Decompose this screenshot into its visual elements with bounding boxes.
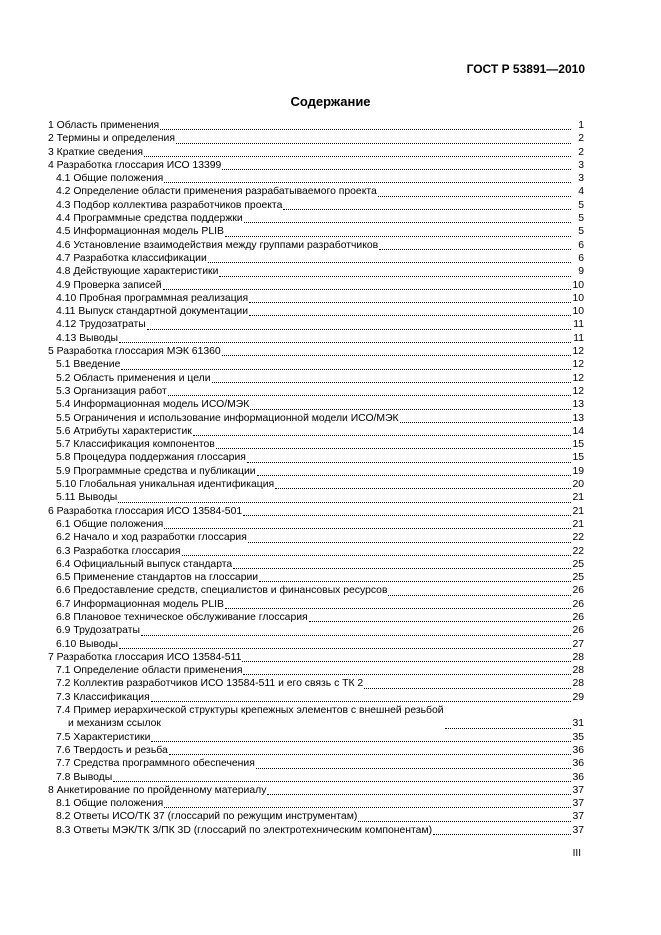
- page-number-folio: III: [572, 848, 581, 859]
- toc-entry: [48, 744, 584, 757]
- toc-entry-page: 26: [572, 585, 584, 597]
- toc-leader-dots: [119, 341, 571, 343]
- toc-entry-page: 5: [578, 226, 584, 238]
- toc-entry-title: [56, 465, 256, 478]
- toc-entry-title-line: 6.10 Выводы: [56, 638, 118, 650]
- toc-entry: [48, 558, 584, 571]
- toc-entry-title: [56, 571, 258, 584]
- toc-entry-title: [56, 185, 377, 198]
- toc-entry-title: [56, 239, 378, 252]
- toc-entry-title-line: 6.3 Разработка глоссария: [56, 545, 181, 557]
- toc-entry-title-line: 8 Анкетирование по пройденному материалу: [48, 784, 267, 796]
- toc-entry: [48, 292, 584, 305]
- toc-entry-title-line: 5.4 Информационная модель ИСО/МЭК: [56, 399, 250, 411]
- toc-entry-page: 3: [578, 173, 584, 185]
- toc-entry-title: [56, 212, 243, 225]
- toc-entry-title: [48, 159, 221, 172]
- toc-entry-page: 22: [572, 545, 584, 557]
- toc-entry: [48, 239, 584, 252]
- toc-entry-title-line: 5.3 Организация работ: [56, 385, 167, 397]
- toc-entry-title: [56, 332, 118, 345]
- toc-entry-title-line: 5 Разработка глоссария МЭК 61360: [48, 346, 221, 358]
- toc-entry-title: [56, 225, 224, 238]
- toc-entry-title-line: 5.9 Программные средства и публикации: [56, 465, 256, 477]
- toc-entry-title: [56, 704, 444, 731]
- toc-entry-page: 3: [578, 159, 584, 171]
- toc-entry-title: [56, 664, 242, 677]
- toc-entry-page: 10: [572, 279, 584, 291]
- toc-entry-page: 35: [572, 731, 584, 743]
- toc-leader-dots: [250, 408, 571, 410]
- toc-entry-title-line: 4.10 Пробная программная реализация: [56, 292, 249, 304]
- toc-entry-page: 15: [572, 452, 584, 464]
- toc-leader-dots: [176, 142, 571, 144]
- toc-entry-title-line: 7.3 Классификация: [56, 691, 150, 703]
- toc-leader-dots: [259, 580, 571, 582]
- toc-entry: [48, 451, 584, 464]
- toc-entry-title: [56, 292, 248, 305]
- toc-leader-dots: [164, 181, 571, 183]
- toc-entry-page: 21: [572, 518, 584, 530]
- toc-leader-dots: [378, 195, 571, 197]
- toc-entry-title-line: 4.11 Выпуск стандартной документации: [56, 306, 249, 318]
- toc-entry-page: 14: [572, 425, 584, 437]
- toc-entry: [48, 704, 584, 731]
- toc-entry: [48, 385, 584, 398]
- toc-entry-title-line: 4.9 Проверка записей: [56, 279, 162, 291]
- toc-entry-page: 31: [572, 718, 584, 730]
- toc-entry: [48, 677, 584, 690]
- toc-entry-page: 6: [578, 239, 584, 251]
- toc-entry-title-line: 8.1 Общие положения: [56, 798, 164, 810]
- toc-entry: [48, 691, 584, 704]
- toc-entry-title-line: 3 Краткие сведения: [48, 146, 143, 158]
- toc-entry-title: [48, 345, 221, 358]
- toc-entry-title-line: 4.2 Определение области применения разрабатываемого проекта: [56, 186, 377, 198]
- toc-leader-dots: [141, 634, 571, 636]
- toc-entry: [48, 531, 584, 544]
- toc-entry: [48, 345, 584, 358]
- toc-entry-title: [56, 478, 274, 491]
- toc-entry-title-line: 5.7 Классификация компонентов: [56, 439, 215, 451]
- toc-entry: [48, 199, 584, 212]
- toc-entry: [48, 172, 584, 185]
- toc-leader-dots: [164, 806, 571, 808]
- toc-entry-page: 2: [578, 146, 584, 158]
- toc-leader-dots: [121, 368, 571, 370]
- toc-entry: [48, 146, 584, 159]
- toc-entry-title-line: 6.4 Официальный выпуск стандарта: [56, 558, 233, 570]
- toc-leader-dots: [247, 461, 571, 463]
- toc-leader-dots: [283, 208, 571, 210]
- toc-entry-page: 12: [572, 385, 584, 397]
- toc-leader-dots: [222, 168, 571, 170]
- toc-entry-title-line: 7.2 Коллектив разработчиков ИСО 13584-511 и его связь с ТК 2: [56, 678, 364, 690]
- toc-entry-title-line: 6.8 Плановое техническое обслуживание глоссария: [56, 611, 308, 623]
- toc-entry: [48, 412, 584, 425]
- toc-entry-title: [48, 505, 242, 518]
- toc-entry: [48, 159, 584, 172]
- toc-leader-dots: [193, 434, 571, 436]
- toc-entry-page: 20: [572, 479, 584, 491]
- toc-entry-title-line: 5.1 Введение: [56, 359, 121, 371]
- toc-entry-title-line: 4.6 Установление взаимодействия между группами разработчиков: [56, 239, 379, 251]
- toc-leader-dots: [225, 235, 571, 237]
- toc-leader-dots: [275, 487, 571, 489]
- toc-entry-title: [56, 771, 112, 784]
- toc-entry-title-line: 6.1 Общие положения: [56, 518, 164, 530]
- toc-leader-dots: [219, 275, 571, 277]
- toc-entry: [48, 132, 584, 145]
- toc-entry-title-line: 5.2 Область применения и цели: [56, 372, 211, 384]
- toc-entry-page: 10: [572, 292, 584, 304]
- toc-entry-page: 28: [572, 678, 584, 690]
- toc-entry-title-line: 6 Разработка глоссария ИСО 13584-501: [48, 505, 243, 517]
- toc-leader-dots: [379, 248, 571, 250]
- toc-leader-dots: [182, 554, 572, 556]
- toc-leader-dots: [164, 527, 571, 529]
- toc-entry-page: 26: [572, 625, 584, 637]
- toc-entry-title-line: 5.10 Глобальная уникальная идентификация: [56, 479, 275, 491]
- toc-entry-title: [48, 119, 159, 132]
- toc-leader-dots: [233, 567, 571, 569]
- toc-leader-dots: [249, 314, 571, 316]
- toc-entry: [48, 425, 584, 438]
- toc-entry: [48, 225, 584, 238]
- toc-leader-dots: [169, 753, 571, 755]
- toc-entry-title: [56, 638, 118, 651]
- toc-entry: [48, 279, 584, 292]
- toc-entry-title-line: 5.6 Атрибуты характеристик: [56, 425, 192, 437]
- toc-entry: [48, 318, 584, 331]
- toc-entry-title-line: 1 Область применения: [48, 120, 160, 131]
- toc-entry-page: 37: [572, 784, 584, 796]
- toc-entry-title-line: 8.2 Ответы ИСО/ТК 37 (глоссарий по режущим инструментам): [56, 811, 358, 823]
- toc-entry-title: [56, 731, 150, 744]
- toc-leader-dots: [222, 354, 571, 356]
- toc-entry: [48, 265, 584, 278]
- toc-entry: [48, 584, 584, 597]
- toc-leader-dots: [249, 301, 571, 303]
- toc-entry: [48, 598, 584, 611]
- toc-entry: [48, 438, 584, 451]
- toc-entry-title: [56, 265, 218, 278]
- toc-leader-dots: [364, 687, 571, 689]
- toc-entry-page: 26: [572, 611, 584, 623]
- toc-entry-page: 5: [578, 213, 584, 225]
- toc-entry: [48, 638, 584, 651]
- toc-entry: [48, 571, 584, 584]
- toc-entry-title: [56, 545, 181, 558]
- toc-leader-dots: [113, 780, 571, 782]
- toc-entry-title: [48, 651, 241, 664]
- toc-entry-title-line: 4.1 Общие положения: [56, 173, 164, 185]
- toc-entry: [48, 757, 584, 770]
- toc-entry-page: 12: [572, 346, 584, 358]
- toc-entry-page: 13: [572, 412, 584, 424]
- toc-leader-dots: [243, 514, 571, 516]
- toc-entry: [48, 212, 584, 225]
- toc-entry-title: [56, 757, 255, 770]
- toc-entry-title-line: 7 Разработка глоссария ИСО 13584-511: [48, 651, 242, 663]
- toc-entry-title: [56, 425, 192, 438]
- toc-entry-title: [56, 611, 308, 624]
- toc-entry-title: [56, 438, 215, 451]
- toc-entry-page: 26: [572, 598, 584, 610]
- toc-leader-dots: [144, 155, 571, 157]
- toc-entry-title-continuation: и механизм ссылок: [68, 718, 161, 730]
- toc-entry-title: [56, 624, 140, 637]
- toc-leader-dots: [248, 541, 571, 543]
- toc-leader-dots: [118, 501, 571, 503]
- toc-leader-dots: [267, 793, 571, 795]
- toc-entry-title-line: 7.5 Характеристики: [56, 731, 151, 743]
- toc-entry-title: [56, 491, 117, 504]
- toc-entry-title: [56, 252, 207, 265]
- toc-entry-title-line: 4.7 Разработка классификации: [56, 252, 207, 264]
- toc-entry-title: [56, 372, 211, 385]
- toc-entry: [48, 810, 584, 823]
- toc-leader-dots: [242, 660, 571, 662]
- toc-leader-dots: [244, 221, 571, 223]
- toc-entry-title-line: 6.7 Информационная модель PLIB: [56, 598, 224, 610]
- toc-leader-dots: [119, 647, 571, 649]
- toc-entry-title: [56, 385, 167, 398]
- toc-entry-title-line: 7.8 Выводы: [56, 771, 113, 783]
- toc-leader-dots: [151, 700, 571, 702]
- toc-entry-title-line: 6.6 Предоставление средств, специалистов и финансовых ресурсов: [56, 585, 388, 597]
- toc-entry: [48, 731, 584, 744]
- toc-entry: [48, 305, 584, 318]
- toc-entry-title: [56, 279, 162, 292]
- toc-leader-dots: [147, 328, 571, 330]
- toc-entry: [48, 518, 584, 531]
- toc-entry-page: 15: [572, 439, 584, 451]
- toc-entry-title: [56, 358, 120, 371]
- toc-leader-dots: [168, 394, 571, 396]
- toc-entry-title: [48, 784, 266, 797]
- toc-leader-dots: [163, 288, 571, 290]
- toc-entry-title: [56, 691, 150, 704]
- toc-entry-title: [56, 797, 163, 810]
- toc-leader-dots: [243, 673, 571, 675]
- toc-entry: [48, 185, 584, 198]
- toc-entry-page: 5: [578, 199, 584, 211]
- toc-entry-page: 37: [572, 824, 584, 836]
- toc-leader-dots: [309, 620, 571, 622]
- toc-entry: [48, 664, 584, 677]
- toc-entry: [48, 824, 584, 837]
- toc-entry-page: 13: [572, 399, 584, 411]
- toc-leader-dots: [212, 381, 571, 383]
- toc-entry-title-line: 5.8 Процедура поддержания глоссария: [56, 452, 246, 464]
- toc-entry-title: [56, 598, 224, 611]
- toc-entry-title-line: 7.7 Средства программного обеспечения: [56, 758, 255, 770]
- toc-entry-page: 37: [572, 811, 584, 823]
- toc-entry-title-line: 8.3 Ответы МЭК/ТК 3/ПК 3D (глоссарий по электротехническим компонентам): [56, 824, 433, 836]
- toc-entry-page: 25: [572, 558, 584, 570]
- toc-entry-page: 11: [573, 319, 584, 331]
- toc-leader-dots: [445, 727, 571, 729]
- toc-entry-page: 36: [572, 758, 584, 770]
- toc-entry: [48, 465, 584, 478]
- toc-entry-title: [56, 318, 146, 331]
- toc-entry-title: [56, 398, 249, 411]
- toc-entry: [48, 797, 584, 810]
- toc-leader-dots: [151, 740, 571, 742]
- toc-entry-page: 12: [572, 359, 584, 371]
- toc-entry-title-line: 4.4 Программные средства поддержки: [56, 213, 243, 225]
- toc-entry: [48, 252, 584, 265]
- toc-entry-page: 4: [578, 186, 584, 198]
- toc-entry-page: 22: [572, 532, 584, 544]
- toc-entry-title-line: 4 Разработка глоссария ИСО 13399: [48, 159, 222, 171]
- toc-entry-title: [48, 146, 143, 159]
- toc-entry-page: 12: [572, 372, 584, 384]
- toc-entry: [48, 545, 584, 558]
- toc-entry-title-line: 7.4 Пример иерархической структуры крепежных элементов с внешней резьбой: [56, 705, 444, 717]
- toc-entry: [48, 624, 584, 637]
- toc-entry-title: [56, 305, 248, 318]
- toc-entry-title-line: 4.8 Действующие характеристики: [56, 266, 219, 278]
- toc-leader-dots: [388, 594, 571, 596]
- toc-entry: [48, 119, 584, 132]
- toc-entry-page: 28: [572, 665, 584, 677]
- toc-leader-dots: [225, 607, 571, 609]
- toc-entry: [48, 611, 584, 624]
- toc-entry-title: [56, 451, 246, 464]
- toc-entry-title-line: 7.1 Определение области применения: [56, 665, 243, 677]
- toc-entry-title: [56, 531, 247, 544]
- toc-entry-page: 36: [572, 771, 584, 783]
- page-title: Содержание: [290, 94, 371, 109]
- toc-entry: [48, 358, 584, 371]
- toc-entry-page: 6: [578, 252, 584, 264]
- toc-entry-title: [56, 810, 357, 823]
- standard-designation: ГОСТ Р 53891—2010: [466, 62, 585, 76]
- toc-entry-page: 27: [572, 638, 584, 650]
- toc-entry-title: [56, 824, 432, 837]
- toc-entry-page: 28: [572, 651, 584, 663]
- toc-entry-page: 11: [573, 332, 584, 344]
- toc-entry-title: [56, 199, 282, 212]
- toc-entry-title: [56, 412, 399, 425]
- toc-entry-title-line: 7.6 Твердость и резьба: [56, 744, 168, 756]
- toc-entry-title: [48, 132, 175, 145]
- toc-leader-dots: [257, 474, 571, 476]
- toc-leader-dots: [400, 421, 571, 423]
- toc-entry-title-line: 6.5 Применение стандартов на глоссарии: [56, 572, 259, 584]
- toc-entry-title-line: 5.5 Ограничения и использование информационной модели ИСО/МЭК: [56, 412, 399, 424]
- toc-entry-title: [56, 518, 163, 531]
- toc-entry: [48, 784, 584, 797]
- toc-entry: [48, 398, 584, 411]
- toc-entry-title-line: 5.11 Выводы: [56, 492, 118, 504]
- toc-entry: [48, 491, 584, 504]
- toc-entry-title-line: 6.2 Начало и ход разработки глоссария: [56, 532, 247, 544]
- toc-entry-title-line: 6.9 Трудозатраты: [56, 625, 140, 637]
- toc-leader-dots: [216, 447, 571, 449]
- toc-entry-page: 19: [572, 465, 584, 477]
- toc-entry-page: 25: [572, 572, 584, 584]
- toc-entry-page: 21: [572, 492, 584, 504]
- toc-entry-title: [56, 558, 232, 571]
- toc-entry-title: [56, 584, 387, 597]
- toc-entry: [48, 478, 584, 491]
- toc-entry-title: [56, 677, 363, 690]
- toc-leader-dots: [433, 833, 571, 835]
- toc-entry: [48, 771, 584, 784]
- toc-entry-title: [56, 172, 163, 185]
- toc-entry-page: 36: [572, 744, 584, 756]
- toc-entry-title: [56, 744, 168, 757]
- toc-entry: [48, 651, 584, 664]
- toc-leader-dots: [208, 261, 571, 263]
- toc-entry-page: 1: [578, 120, 584, 131]
- toc-entry-page: 2: [578, 133, 584, 145]
- toc-entry-page: 9: [578, 266, 584, 278]
- toc-entry-title-line: 4.3 Подбор коллектива разработчиков проекта: [56, 199, 283, 211]
- toc-entry: [48, 505, 584, 518]
- toc-entry-title-line: 4.5 Информационная модель PLIB: [56, 226, 224, 238]
- toc-leader-dots: [160, 128, 571, 130]
- toc-leader-dots: [358, 820, 571, 822]
- toc-entry-title-line: 4.13 Выводы: [56, 332, 118, 344]
- table-of-contents: [48, 119, 584, 837]
- toc-entry-title-line: 4.12 Трудозатраты: [56, 319, 146, 331]
- toc-entry-page: 10: [572, 306, 584, 318]
- toc-entry-page: 21: [572, 505, 584, 517]
- toc-leader-dots: [256, 767, 571, 769]
- toc-entry: [48, 372, 584, 385]
- toc-entry-page: 29: [572, 691, 584, 703]
- toc-entry-title-line: 2 Термины и определения: [48, 133, 175, 145]
- toc-entry-page: 37: [572, 798, 584, 810]
- toc-entry: [48, 332, 584, 345]
